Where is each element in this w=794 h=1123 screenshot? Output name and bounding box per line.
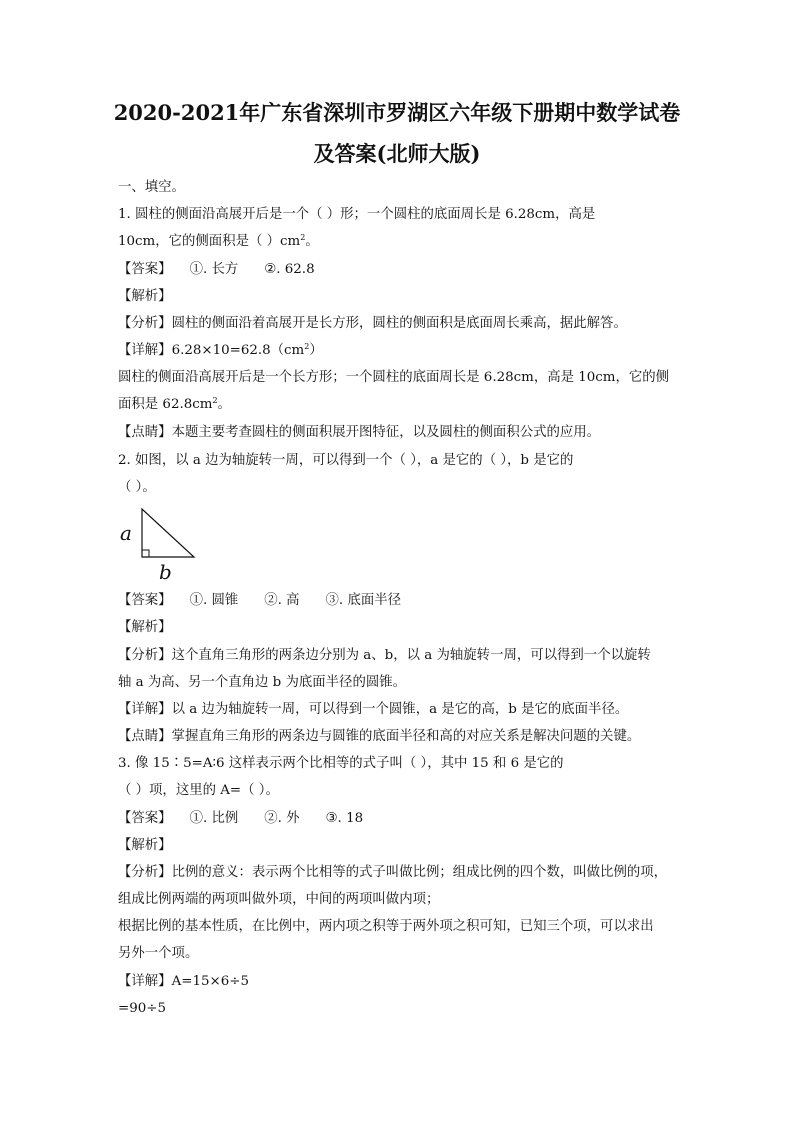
side-label-a: a bbox=[120, 521, 132, 545]
q3-analysis-label: 【解析】 bbox=[118, 838, 172, 853]
q3-fenxi-line2: 组成比例两端的两项叫做外项，中间的两项叫做内项； bbox=[118, 892, 440, 907]
q3-answer: 【答案】 ①. 比例 ②. 外 ③. 18 bbox=[118, 811, 364, 826]
q2-comment: 【点睛】掌握直角三角形的两条边与圆锥的底面半径和高的对应关系是解决问题的关键。 bbox=[118, 729, 641, 744]
q1-detail: 【详解】$6.28\times 10=62.8(cm^2)$ bbox=[118, 342, 323, 358]
q1-comment: 【点睛】本题主要考查圆柱的侧面积展开图特征，以及圆柱的侧面积公式的应用。 bbox=[118, 425, 601, 440]
q1-detail-line3: 面积是 $62.8cm^2$。 bbox=[118, 396, 231, 412]
document-title-line2: 及答案(北师大版) bbox=[313, 141, 481, 166]
q1-analysis-label: 【解析】 bbox=[118, 289, 172, 304]
section-heading: 一、填空。 bbox=[118, 180, 185, 195]
q1-detail-line2: 圆柱的侧面沿高展开后是一个长方形；一个圆柱的底面周长是 6.28cm，高是 10cm，它的侧 bbox=[118, 370, 670, 385]
q2-text-line2: （ ）。 bbox=[118, 480, 156, 495]
triangle-shape bbox=[142, 509, 194, 557]
q3-text-line2: （ ）项，这里的 A=（ ）。 bbox=[118, 783, 279, 798]
right-triangle-figure bbox=[112, 505, 212, 585]
q2-fenxi-line1: 【分析】这个直角三角形的两条边分别为 a、b，以 a 为轴旋转一周，可以得到一个以旋转 bbox=[118, 648, 651, 663]
q2-answer: 【答案】 ①. 圆锥 ②. 高 ③. 底面半径 bbox=[118, 593, 402, 608]
q3-fenxi-line3: 根据比例的基本性质，在比例中，两内项之积等于两外项之积可知，已知三个项，可以求出 bbox=[118, 919, 654, 934]
q1-answer: 【答案】 ①. 长方 ②. 62.8 bbox=[118, 262, 315, 277]
right-angle-mark bbox=[142, 550, 149, 557]
q3-text-line1: 3. 像 15∶5=A∶6 这样表示两个比相等的式子叫（ ），其中 15 和 6 是它的 bbox=[118, 756, 564, 771]
q2-fenxi-line2: 轴 a 为高、另一个直角边 b 为底面半径的圆锥。 bbox=[118, 675, 407, 690]
q2-text-line1: 2. 如图，以 a 边为轴旋转一周，可以得到一个（ ），a 是它的（ ），b 是它的 bbox=[118, 453, 574, 468]
document-title-line1: 2020-2021年广东省深圳市罗湖区六年级下册期中数学试卷 bbox=[113, 100, 681, 125]
q1-fenxi: 【分析】圆柱的侧面沿着高展开是长方形，圆柱的侧面积是底面周长乘高，据此解答。 bbox=[118, 316, 627, 331]
q3-detail-line2: =90÷5 bbox=[118, 1001, 166, 1016]
side-label-b: b bbox=[159, 560, 172, 584]
q3-fenxi-line1: 【分析】比例的意义：表示两个比相等的式子叫做比例；组成比例的四个数，叫做比例的项， bbox=[118, 865, 668, 880]
q1-text-line2: 10cm，它的侧面积是（ ）$cm^2$。 bbox=[118, 233, 319, 249]
q3-fenxi-line4: 另外一个项。 bbox=[118, 946, 199, 961]
q2-analysis-label: 【解析】 bbox=[118, 620, 172, 635]
q3-detail-line1: 【详解】A=15×6÷5 bbox=[118, 974, 249, 989]
q2-detail: 【详解】以 a 边为轴旋转一周，可以得到一个圆锥，a 是它的高，b 是它的底面半径。 bbox=[118, 702, 629, 717]
q1-text-line1: 1. 圆柱的侧面沿高展开后是一个（ ）形；一个圆柱的底面周长是 6.28cm，高是 bbox=[118, 207, 596, 222]
